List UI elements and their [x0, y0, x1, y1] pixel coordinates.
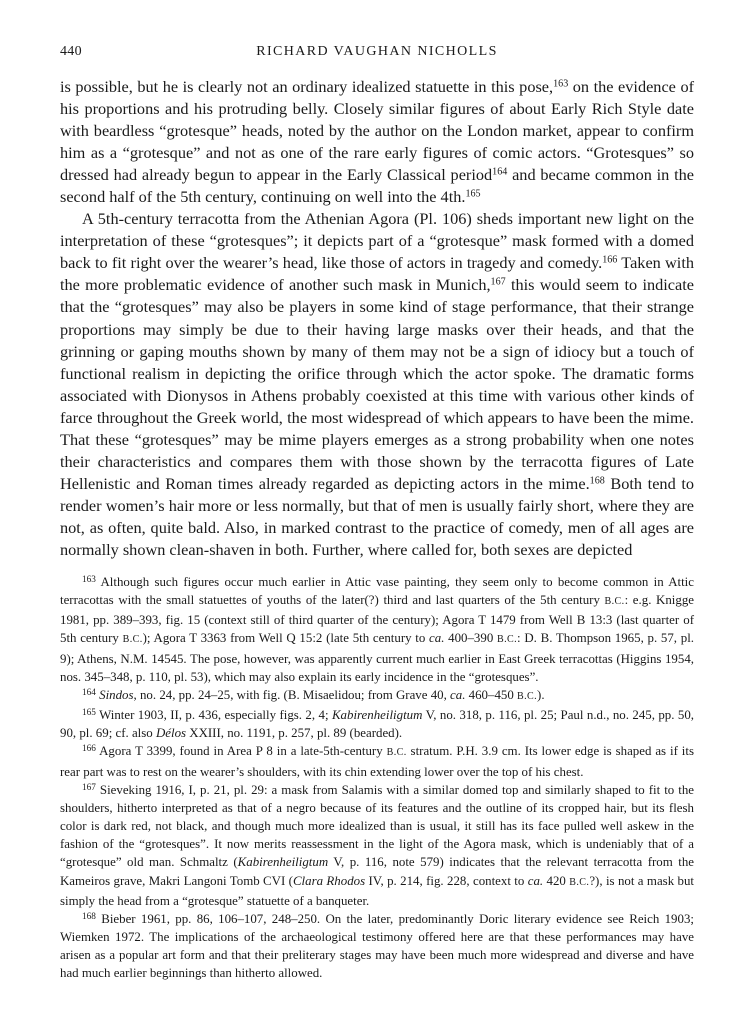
footnote-number: 163: [82, 574, 96, 585]
paragraph: A 5th-century terracotta from the Athenian Agora (Pl. 106) sheds important new light on the interpretation of these “grotesques”; it depicts part of a “grotesque” mask formed with a domed back to fit right over the wearer’s head, like those of actors in tragedy and comedy.$^{166}$ Taken with the more problematic evidence of another such mask in Munich,$^{167}$ this would seem to indicate that the “grotesques” may also be players in some kind of stage performance, that their strange proportions may simply be due to their having large masks over their heads, and that the grinning or gaping mouths shown by many of them may not be a sign of idiocy but a touch of functional realism in depicting the orifice through which the actor spoke. The dramatic forms associated with Dionysos in Athens probably coexisted at this time with various other kinds of farce throughout the Greek world, the most widespread of which appears to have been the mime. That these “grotesques” may be mime players emerges as a strong probability when one notes their characteristics and compares them with those shown by the terracotta figures of Late Hellenistic and Roman times already regarded as depicting actors in the mime.$^{168}$ Both tend to render women’s hair more or less normally, but that of men is usually fairly short, where they are not, as often, quite bald. Also, in marked contrast to the practice of comedy, men of all ages are normally shown clean-shaven in both. Further, where called for, both sexes are depicted: [60, 209, 694, 559]
paragraph: is possible, but he is clearly not an ordinary idealized statuette in this pose,$^{163}$ on the evidence of his proportions and his protruding belly. Closely similar figures of about Early Rich Style date with beardless “grotesque” heads, noted by the author on the London market, appear to confirm him as a “grotesque” and not as one of the rare early figures of comic actors. “Grotesques” so dressed had already begun to appear in the Early Classical period$^{164}$ and became common in the second half of the 5th century, continuing on well into the 4th.$^{165}$: [60, 77, 695, 207]
footnote-ref[interactable]: 164: [492, 166, 508, 178]
running-header: [60, 44, 694, 64]
footnote-166: $^{166}$ Agora T 3399, found in Area P 8 in a late-5th-century B.C. stratum. P.H. 3.9 cm. Its lower edge is shaped as if its rear part was to rest on the wearer’s shoulders, with its chin extending lower over the top of his chest.: [60, 744, 694, 779]
footnote-number: 165: [82, 707, 96, 718]
footnote-number: 166: [82, 744, 96, 755]
footnote-ref[interactable]: 165: [465, 188, 481, 200]
body-text: [60, 76, 694, 561]
footnote-ref[interactable]: 168: [589, 475, 605, 487]
footnote-167: $^{167}$ Sieveking 1916, I, p. 21, pl. 29: a mask from Salamis with a similar domed top and similarly shaped to fit to the shoulders, hitherto interpreted as that of a negro because of its features and the outline of its cropped hair, but its flesh color is dark red, not black, and though much more idealized than is usual, it still has its face pulled well askew in the fashion of the “grotesques”. It now merits reassessment in the light of the Agora mask, which is undeniably that of a “grotesque” old man. Schmaltz (Kabirenheiligtum V, p. 116, note 579) indicates that the relevant terracotta from the Kameiros grave, Makri Langoni Tomb CVI (Clara Rhodos IV, p. 214, fig. 228, context to ca. 420 B.C.?), is not a mask but simply the head from a “grotesque” statuette of a banqueter.: [60, 782, 695, 908]
footnote-number: 168: [82, 911, 96, 922]
footnote-163: $^{163}$ Although such figures occur much earlier in Attic vase painting, they seem only to become common in Attic terracottas with the small statuettes of youths of the later(?) third and last quarters of the 5th century B.C.: e.g. Knigge 1981, pp. 389–393, fig. 15 (context still of third quarter of the century); Agora T 1479 from Well B 13:3 (last quarter of 5th century B.C.); Agora T 3363 from Well Q 15:2 (late 5th century to ca. 400–390 B.C.: D. B. Thompson 1965, p. 57, pl. 9); Athens, N.M. 14545. The pose, however, was apparently current much earlier in East Greek terracottas (Higgins 1954, nos. 345–348, p. 110, pl. 53), which may also explain its early incidence in the “grotesques”.: [60, 574, 694, 684]
footnotes: [60, 573, 694, 982]
page-number: 440: [60, 44, 82, 59]
footnote-ref[interactable]: 163: [553, 78, 569, 90]
running-head-author: RICHARD VAUGHAN NICHOLLS: [256, 44, 498, 59]
footnote-ref[interactable]: 166: [602, 254, 618, 266]
footnote-164: $^{164}$ Sindos, no. 24, pp. 24–25, with fig. (B. Misaelidou; from Grave 40, ca. 460–450 B.C.).: [82, 687, 545, 702]
footnote-number: 167: [82, 782, 96, 793]
footnote-165: $^{165}$ Winter 1903, II, p. 436, especially figs. 2, 4; Kabirenheiligtum V, no. 318, p. 116, pl. 25; Paul n.d., no. 245, pp. 50, 90, pl. 69; cf. also Délos XXIII, no. 1191, p. 257, pl. 89 (bearded).: [60, 707, 694, 741]
footnote-ref[interactable]: 167: [490, 276, 506, 288]
footnote-168: $^{168}$ Bieber 1961, pp. 86, 106–107, 248–250. On the later, predominantly Doric literary evidence see Reich 1903; Wiemken 1972. The implications of the archaeological testimony offered here are that these performances may have arisen as a popular art form and that their preliterary stages may have been much more widespread and diverse and have had much earlier beginnings than hitherto allowed.: [60, 911, 694, 981]
footnote-number: 164: [82, 687, 96, 698]
